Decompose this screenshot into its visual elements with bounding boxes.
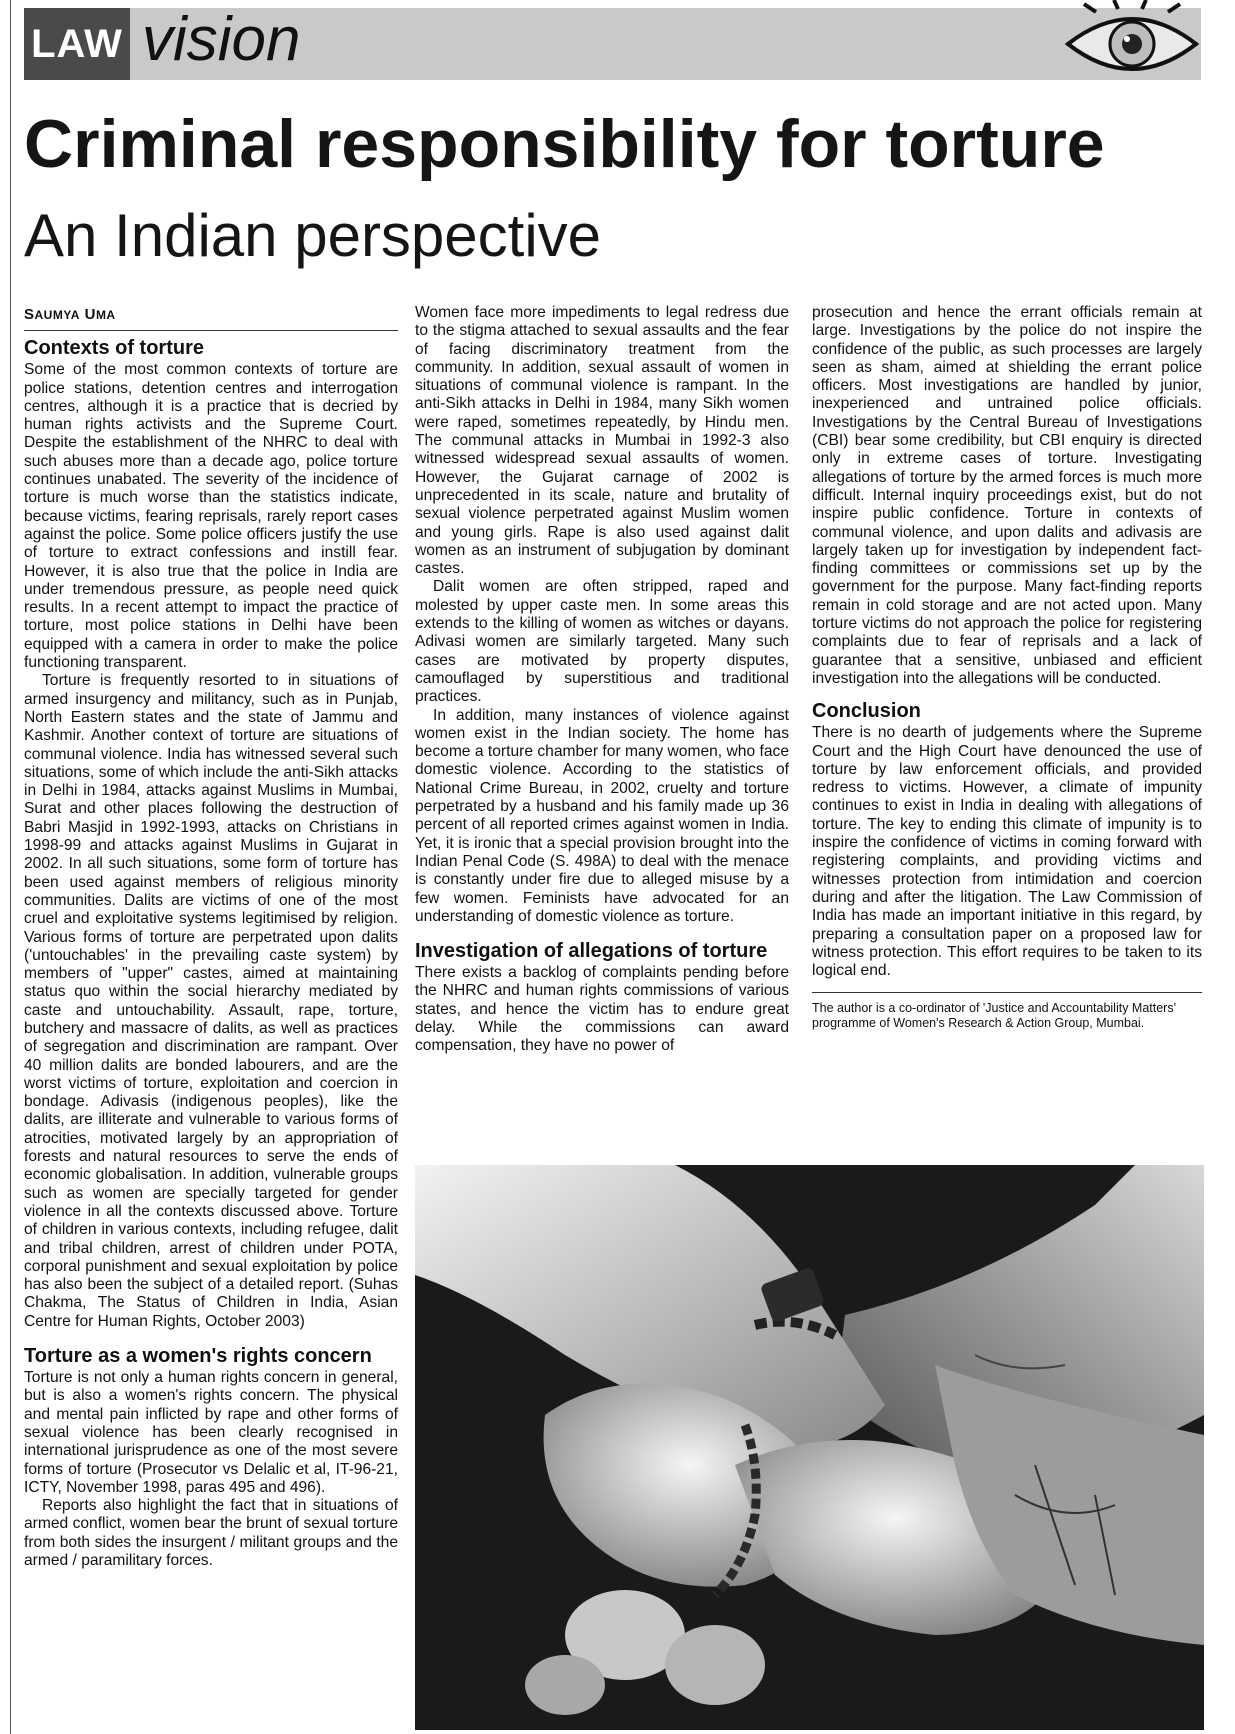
article-photo bbox=[415, 1165, 1204, 1730]
paragraph: prosecution and hence the errant officials remain at large. Investigations by the police do not inspire the confidence of the public, as such processes are largely seen as sham, aimed at shielding the errant police officers. Most investigations are handled by junior, inexperienced and untrained police officials. Investigations by the Central Bureau of Investigations (CBI) bear some credibility, but CBI enquiry is directed only in extreme cases of torture. Investigating allegations of torture by the armed forces is much more difficult. Internal inquiry proceedings exist, but do not inspire public confidence. Torture in contexts of communal violence, and upon dalits and adivasis are largely taken up for investigation by independent fact-finding committees or commissions set up by the government for the purpose. Many fact-finding reports remain in cold storage and are not acted upon. Many torture victims do not approach the police for registering complaints due to fear of reprisals and a lack of guarantee that a sensitive, unbiased and efficient investigation into the allegations will be conducted. bbox=[812, 304, 1202, 687]
paragraph: There is no dearth of judgements where the Supreme Court and the High Court have denounced the use of torture by law enforcement officials, and provided redress to victims. However, a climate of impunity continues to exist in India in dealing with allegations of torture. The key to ending this climate of impunity is to inspire the confidence of victims in coming forward with registering complaints, and providing victims and witnesses protection from intimidation and coercion during and after the litigation. The Law Commission of India has made an important initiative in this regard, by preparing a consultation paper on a proposed law for witness protection. This effort requires to be taken to its logical end. bbox=[812, 724, 1202, 980]
section-heading: Investigation of allegations of torture bbox=[415, 940, 768, 963]
section-label: LAW bbox=[24, 8, 130, 80]
paragraph: Torture is frequently resorted to in situations of armed insurgency and militancy, such as in Punjab, North Eastern states and the state of Jammu and Kashmir. Another context of torture are situations of communal violence. India has witnessed several such situations, some of which include the anti-Sikh attacks in Delhi in 1984, attacks against Muslims in Mumbai, Surat and other places following the destruction of Babri Masjid in 1992-1993, attacks on Christians in 1998-99 and attacks against Muslims in Gujarat in 2002. In all such situations, some form of torture has been used against members of religious minority communities. Dalits are victims of one of the most cruel and exploitative systems legitimised by religion. Various forms of torture are perpetrated upon dalits ('untouchables' in the prevailing caste system) by members of "upper" castes, aimed at maintaining status quo within the social hierarchy mediated by caste and untouchability. Assault, rape, torture, butchery and massacre of dalits, as well as practices of segregation and discrimination are rampant. Over 40 million dalits are bonded labourers, and are the worst victims of torture, exploitation and coercion in bondage. Adivasis (indigenous peoples), like the dalits, are illiterate and vulnerable to various forms of atrocities, motivated largely by an appropriation of forests and natural resources to serve the ends of economic globalisation. In addition, vulnerable groups such as women are specially targeted for gender violence in all the contexts discussed above. Torture of children in various contexts, including refugee, dalit and tribal children, arrest of children under POTA, corporal punishment and sexual exploitation by police has also been the subject of a detailed report. (Suhas Chakma, The Status of Children in India, Asian Centre for Human Rights, October 2003) bbox=[24, 672, 398, 1330]
section-banner bbox=[24, 5, 1201, 80]
paragraph: Torture is not only a human rights concern in general, but is also a women's rights concern. The physical and mental pain inflicted by rape and other forms of sexual violence has been clearly recognised in international jurisprudence as one of the most severe forms of torture (Prosecutor vs Delalic et al, IT-96-21, ICTY, November 1998, paras 495 and 496). bbox=[24, 1369, 398, 1496]
column-3 bbox=[812, 304, 1202, 1031]
bound-hands-photo-image bbox=[415, 1165, 1204, 1730]
section-title: vision bbox=[142, 5, 301, 74]
column-1 bbox=[24, 306, 398, 1570]
section-heading: Conclusion bbox=[812, 700, 921, 723]
paragraph: Some of the most common contexts of torture are police stations, detention centres and interrogation centres, although it is a practice that is decried by human rights activists and the Supreme Court. Despite the establishment of the NHRC to deal with such abuses more than a decade ago, police torture continues unabated. The severity of the incidence of torture is much worse than the statistics indicate, because victims, fearing reprisals, rarely report cases against the police. Some police officers justify the use of torture to extract confessions and instill fear. However, it is also true that the police in India are under tremendous pressure, as people need quick results. In a recent attempt to impact the practice of torture, most police stations in Delhi have been equipped with a camera in order to make the police functioning transparent. bbox=[24, 361, 398, 672]
author-note: The author is a co-ordinator of 'Justice and Accountability Matters' programme of Women's Research & Action Group, Mumbai. bbox=[812, 992, 1202, 1031]
page-margin-rule bbox=[10, 0, 11, 1734]
section-heading: Contexts of torture bbox=[24, 337, 204, 360]
paragraph: Dalit women are often stripped, raped and molested by upper caste men. In some areas this extends to the killing of women as witches or dayans. Adivasi women are similarly targeted. Many such cases are motivated by property disputes, camouflaged by superstitious and traditional practices. bbox=[415, 578, 789, 706]
paragraph: There exists a backlog of complaints pending before the NHRC and human rights commissions of various states, and hence the victim has to endure great delay. While the commissions can award compensation, they have no power of bbox=[415, 964, 789, 1055]
author-byline: SAUMYA UMA bbox=[24, 306, 398, 331]
column-2 bbox=[415, 304, 789, 1056]
article-headline: Criminal responsibility for torture bbox=[24, 106, 1105, 182]
paragraph: Reports also highlight the fact that in situations of armed conflict, women bear the brunt of sexual torture from both sides the insurgent / militant groups and the armed / paramilitary forces. bbox=[24, 1497, 398, 1569]
paragraph: Women face more impediments to legal redress due to the stigma attached to sexual assaults and the fear of facing discriminatory treatment from the community. In addition, sexual assault of women in situations of communal violence is rampant. In the anti-Sikh attacks in Delhi in 1984, many Sikh women were raped, sometimes repeatedly, by Hindu men. The communal attacks in Mumbai in 1992-3 also witnessed widespread sexual assaults of women. However, the Gujarat carnage of 2002 is unprecedented in its scale, nature and brutality of sexual violence perpetrated against Muslim women and young girls. Rape is also used against dalit women as an instrument of subjugation by dominant castes. bbox=[415, 304, 789, 578]
section-heading: Torture as a women's rights concern bbox=[24, 1345, 372, 1368]
eye-logo-icon bbox=[1062, 0, 1202, 86]
paragraph: In addition, many instances of violence against women exist in the Indian society. The home has become a torture chamber for many women, who face domestic violence. According to the statistics of National Crime Bureau, in 2002, cruelty and torture perpetrated by a husband and his family made up 36 percent of all reported crimes against women in India. Yet, it is ironic that a special provision brought into the Indian Penal Code (S. 498A) to deal with the menace is constantly under fire due to alleged misuse by a few women. Feminists have advocated for an understanding of domestic violence as torture. bbox=[415, 706, 789, 925]
article-subheadline: An Indian perspective bbox=[24, 202, 602, 269]
